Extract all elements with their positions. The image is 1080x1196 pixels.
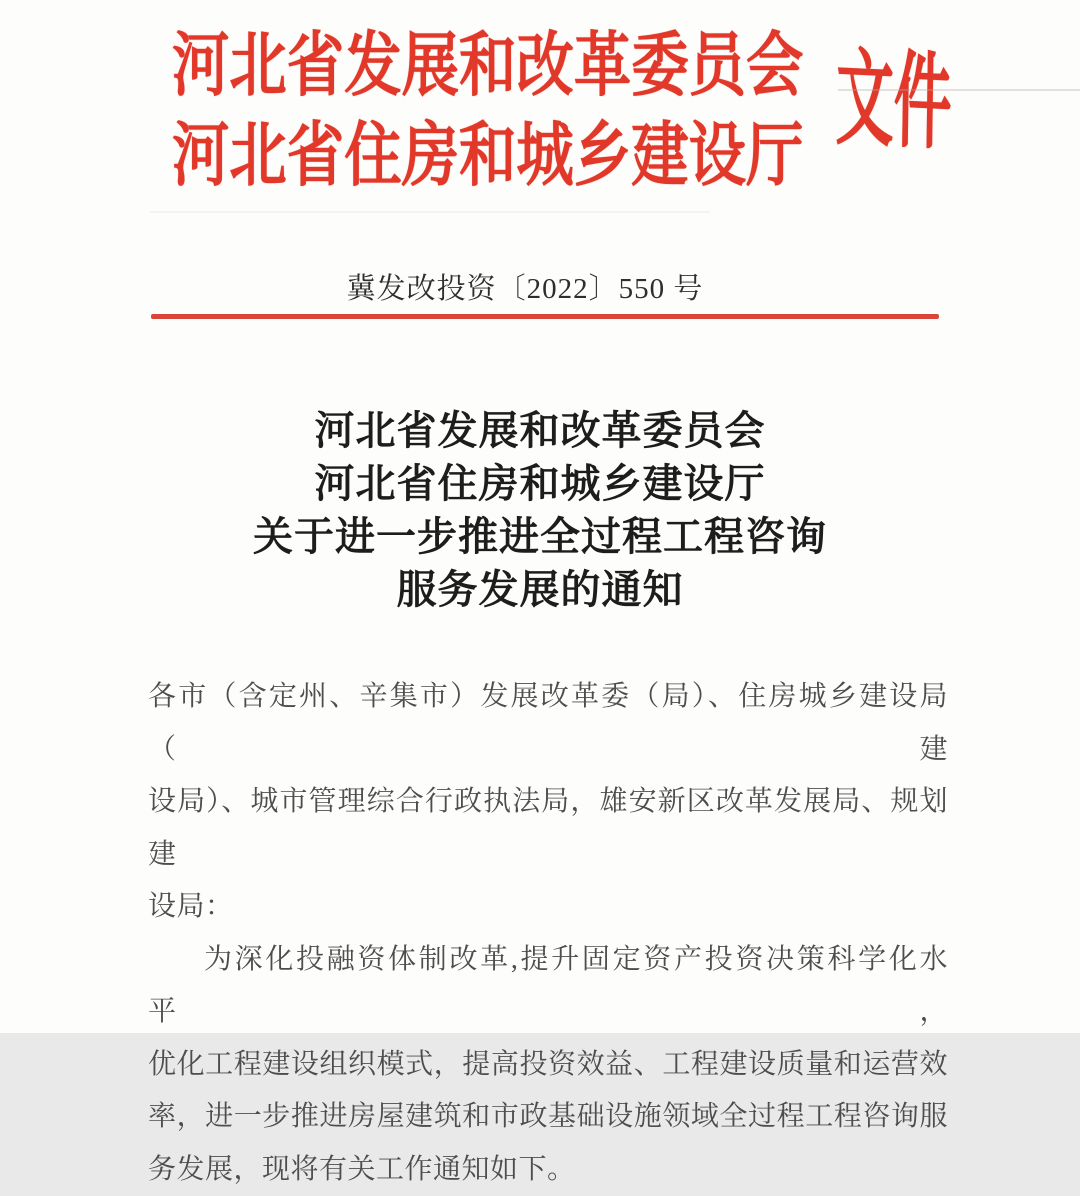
paragraph-line-2: 优化工程建设组织模式，提高投资效益、工程建设质量和运营效 bbox=[148, 1039, 948, 1092]
document-title bbox=[0, 404, 1080, 616]
letterhead-org-lines bbox=[172, 22, 942, 202]
salutation-line-2: 设局）、城市管理综合行政执法局，雄安新区改革发展局、规划建 bbox=[148, 776, 948, 881]
letterhead-org-line-2 bbox=[172, 112, 942, 202]
paragraph-line-4: 务发展，现将有关工作通知如下。 bbox=[148, 1144, 948, 1196]
title-line-1: 河北省发展和改革委员会 bbox=[0, 404, 1080, 457]
letterhead-document-label: 文件 bbox=[835, 44, 952, 159]
salutation-line-3: 设局： bbox=[148, 881, 948, 934]
document-number: 冀发改投资〔2022〕550 号 bbox=[0, 266, 1050, 307]
title-line-2: 河北省住房和城乡建设厅 bbox=[0, 457, 1080, 510]
document-body bbox=[148, 671, 948, 1196]
title-line-4: 服务发展的通知 bbox=[0, 563, 1080, 616]
letterhead bbox=[0, 0, 1080, 230]
paragraph-line-3: 率，进一步推进房屋建筑和市政基础设施领域全过程工程咨询服 bbox=[148, 1091, 948, 1144]
red-separator-rule bbox=[151, 314, 939, 319]
letterhead-org-line-1 bbox=[172, 22, 942, 112]
letterhead-org-line-2-text: 河北省住房和城乡建设厅 bbox=[172, 112, 803, 202]
title-line-3: 关于进一步推进全过程工程咨询 bbox=[0, 510, 1080, 563]
salutation-line-1: 各市（含定州、辛集市）发展改革委（局）、住房城乡建设局（建 bbox=[148, 671, 948, 776]
letterhead-org-line-1-text: 河北省发展和改革委员会 bbox=[172, 22, 803, 112]
paragraph-line-1: 为深化投融资体制改革,提升固定资产投资决策科学化水平， bbox=[148, 934, 948, 1039]
